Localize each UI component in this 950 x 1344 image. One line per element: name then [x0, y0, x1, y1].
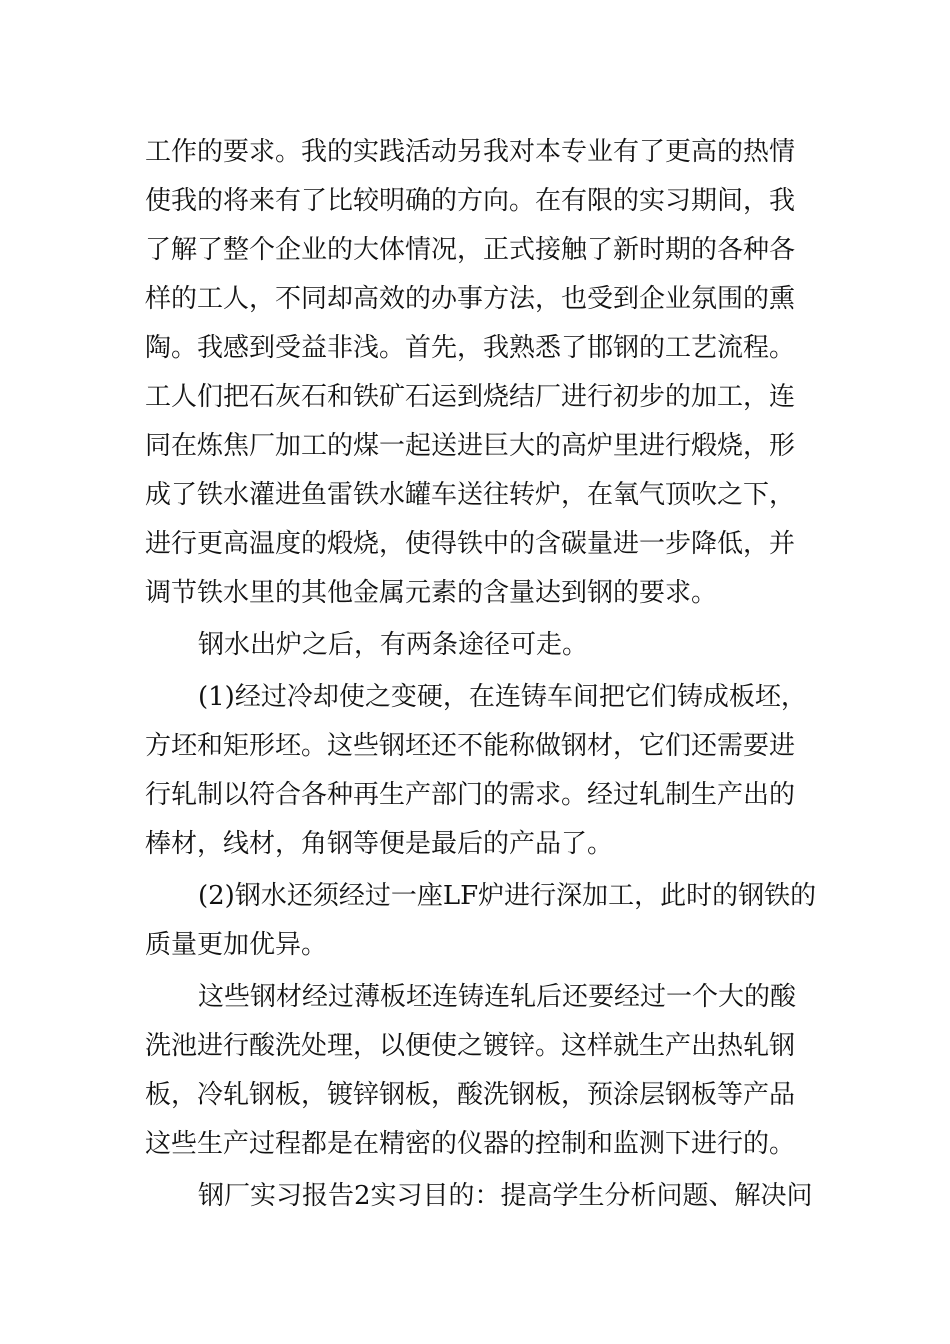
paragraph-first-line: 钢厂实习报告2实习目的：提高学生分析问题、解决问: [198, 1181, 813, 1211]
text-line: 调节铁水里的其他金属元素的含量达到钢的要求。: [145, 578, 718, 608]
text-line: 了解了整个企业的大体情况，正式接触了新时期的各种各: [145, 235, 796, 265]
text-line: 样的工人，不同却高效的办事方法，也受到企业氛围的熏: [145, 284, 796, 314]
text-line: 工人们把石灰石和铁矿石运到烧结厂进行初步的加工，连: [145, 382, 796, 412]
text-line: 进行更高温度的煅烧，使得铁中的含碳量进一步降低，并: [145, 529, 796, 559]
text-line: 方坯和矩形坯。这些钢坯还不能称做钢材，它们还需要进: [145, 731, 796, 761]
text-line: 棒材，线材，角钢等便是最后的产品了。: [145, 829, 614, 859]
text-line: 板，冷轧钢板，镀锌钢板，酸洗钢板，预涂层钢板等产品: [145, 1080, 796, 1110]
paragraph-first-line: (1)经过冷却使之变硬，在连铸车间把它们铸成板坯，: [198, 682, 807, 712]
text-line: 工作的要求。我的实践活动另我对本专业有了更高的热情: [145, 137, 796, 167]
paragraph-first-line: 钢水出炉之后，有两条途径可走。: [198, 630, 589, 660]
text-line: 同在炼焦厂加工的煤一起送进巨大的高炉里进行煅烧，形: [145, 431, 796, 461]
text-line: 洗池进行酸洗处理，以便使之镀锌。这样就生产出热轧钢: [145, 1031, 796, 1061]
text-line: 陶。我感到受益非浅。首先，我熟悉了邯钢的工艺流程。: [145, 333, 796, 363]
text-line: 行轧制以符合各种再生产部门的需求。经过轧制生产出的: [145, 780, 796, 810]
text-line: 成了铁水灌进鱼雷铁水罐车送往转炉，在氧气顶吹之下，: [145, 480, 796, 510]
text-line: 质量更加优异。: [145, 930, 328, 960]
paragraph-first-line: 这些钢材经过薄板坯连铸连轧后还要经过一个大的酸: [198, 982, 797, 1012]
text-line: 使我的将来有了比较明确的方向。在有限的实习期间，我: [145, 186, 796, 216]
text-line: 这些生产过程都是在精密的仪器的控制和监测下进行的。: [145, 1129, 796, 1159]
paragraph-first-line: (2)钢水还须经过一座LF炉进行深加工，此时的钢铁的: [198, 881, 817, 911]
